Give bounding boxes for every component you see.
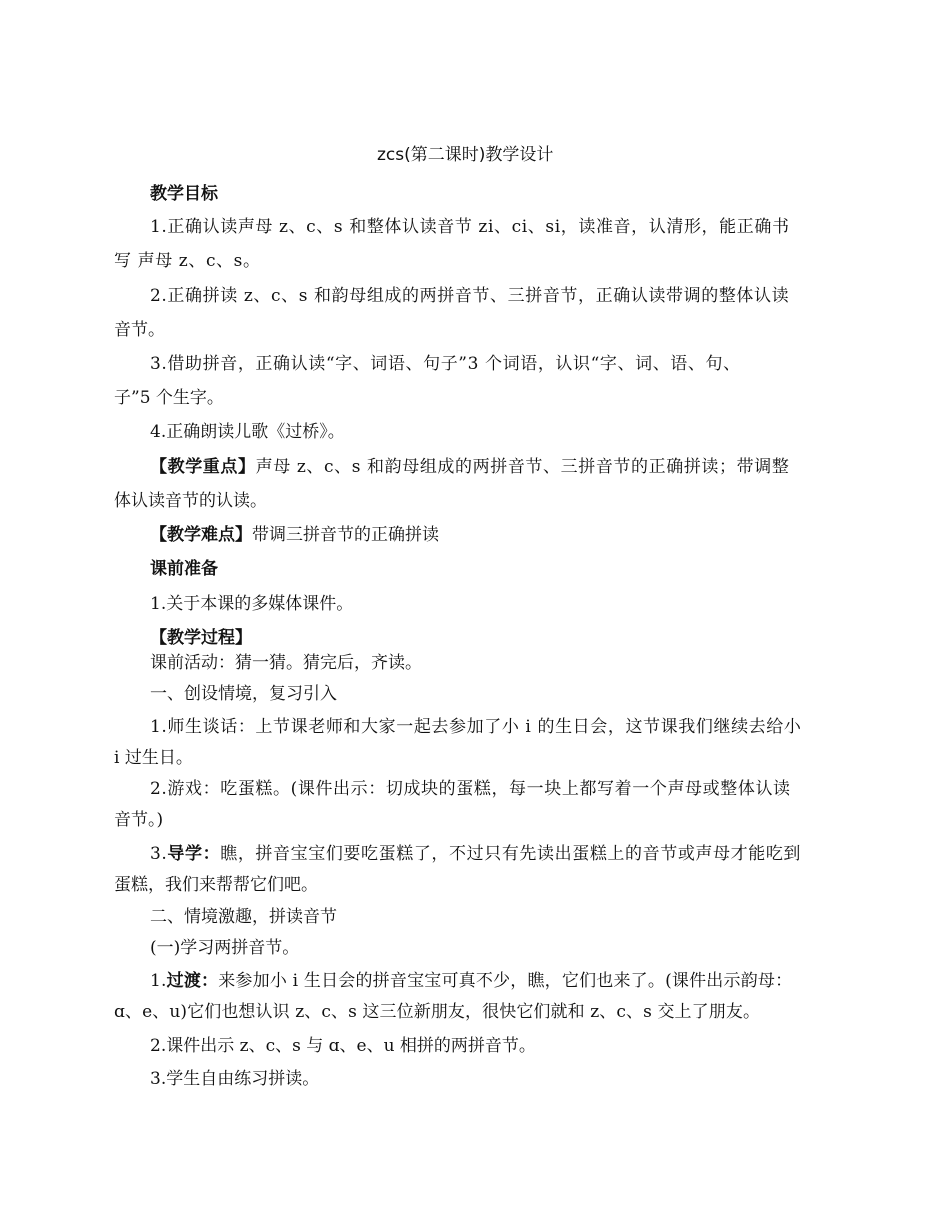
goal-1-line-1: 1.正确认读声母 z、c、s 和整体认读音节 zi、ci、si，读准音，认清形，能正确书 xyxy=(150,217,790,237)
heading-preparation: 课前准备 xyxy=(150,559,218,579)
preparation-item-1: 1.关于本课的多媒体课件。 xyxy=(150,594,354,614)
key-points-line-1 xyxy=(150,456,789,478)
item-number: 1. xyxy=(150,971,167,991)
transition-label: 过渡： xyxy=(166,971,219,991)
section-1-item-2-line-2: 音节。) xyxy=(114,810,164,830)
pre-class-activity: 课前活动：猜一猜。猜完后，齐读。 xyxy=(150,653,422,673)
difficulty-label: 【教学难点】 xyxy=(150,525,252,545)
difficulty-line xyxy=(150,524,439,546)
key-points-label: 【教学重点】 xyxy=(150,457,256,477)
goal-4: 4.正确朗读儿歌《过桥》。 xyxy=(150,422,345,442)
goal-1-line-2: 写 声母 z、c、s。 xyxy=(114,251,261,271)
section-1-heading: 一、创设情境，复习引入 xyxy=(150,684,337,704)
page-title: zcs(第二课时)教学设计 xyxy=(377,145,554,165)
section-1-item-1-line-1: 1.师生谈话：上节课老师和大家一起去参加了小 i 的生日会，这节课我们继续去给小 xyxy=(150,717,802,737)
section-2-subheading: (一)学习两拼音节。 xyxy=(150,938,300,958)
section-2-item-1-line-2: ɑ、e、u)它们也想认识 z、c、s 这三位新朋友，很快它们就和 z、c、s 交上了朋友。 xyxy=(114,1002,761,1022)
transition-text: 来参加小 i 生日会的拼音宝宝可真不少，瞧，它们也来了。(课件出示韵母： xyxy=(218,971,793,991)
section-1-item-2-line-1: 2.游戏：吃蛋糕。(课件出示：切成块的蛋糕，每一块上都写着一个声母或整体认读 xyxy=(150,779,791,799)
difficulty-text: 带调三拼音节的正确拼读 xyxy=(252,525,439,545)
heading-teaching-goals: 教学目标 xyxy=(150,184,218,204)
guide-text: 瞧，拼音宝宝们要吃蛋糕了，不过只有先读出蛋糕上的音节或声母才能吃到 xyxy=(220,844,802,864)
section-1-item-3-line-1 xyxy=(150,843,801,865)
key-points-text: 声母 z、c、s 和韵母组成的两拼音节、三拼音节的正确拼读；带调整 xyxy=(255,457,790,477)
heading-teaching-process: 【教学过程】 xyxy=(150,628,252,648)
section-1-item-3-line-2: 蛋糕，我们来帮帮它们吧。 xyxy=(114,875,318,895)
goal-3-line-2: 子”5 个生字。 xyxy=(114,388,224,408)
section-2-item-2: 2.课件出示 z、c、s 与 ɑ、e、u 相拼的两拼音节。 xyxy=(150,1036,536,1056)
section-2-heading: 二、情境激趣，拼读音节 xyxy=(150,907,337,927)
goal-2-line-2: 音节。 xyxy=(114,320,165,340)
section-1-item-1-line-2: i 过生日。 xyxy=(114,748,193,768)
goal-3-line-1: 3.借助拼音，正确认读“字、词语、句子”3 个词语，认识“字、词、语、句、 xyxy=(150,354,741,374)
guide-label: 导学： xyxy=(167,844,221,864)
goal-2-line-1: 2.正确拼读 z、c、s 和韵母组成的两拼音节、三拼音节，正确认读带调的整体认读 xyxy=(150,286,790,306)
item-number: 3. xyxy=(150,844,168,864)
section-2-item-1-line-1 xyxy=(150,970,792,992)
key-points-line-2: 体认读音节的认读。 xyxy=(114,491,267,511)
section-2-item-3: 3.学生自由练习拼读。 xyxy=(150,1069,320,1089)
